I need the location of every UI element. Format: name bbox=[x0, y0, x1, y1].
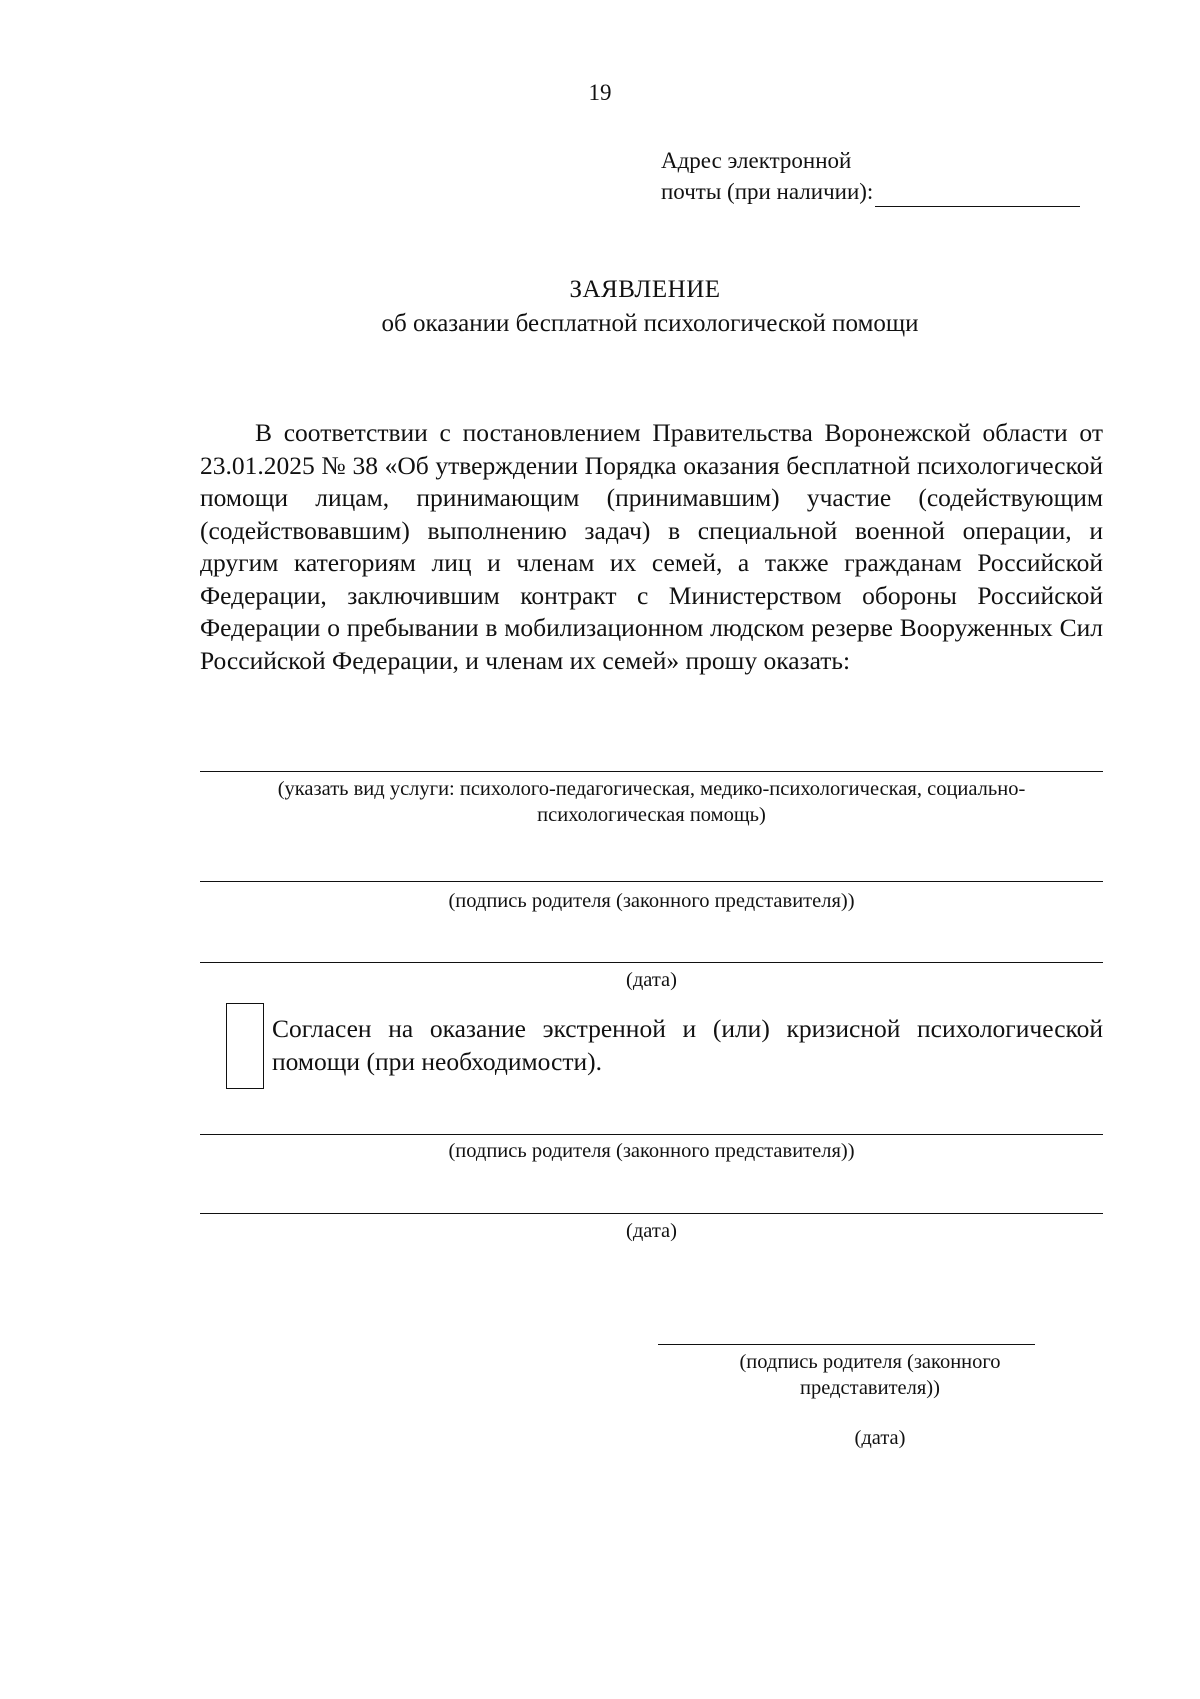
consent-checkbox[interactable] bbox=[226, 1003, 264, 1089]
final-signature-line[interactable] bbox=[658, 1344, 1035, 1345]
date-line-2[interactable] bbox=[200, 1213, 1103, 1214]
date-line-1[interactable] bbox=[200, 962, 1103, 963]
final-signature-caption-line1: (подпись родителя (законного bbox=[739, 1351, 1001, 1373]
email-label-line2: почты (при наличии): bbox=[661, 179, 874, 204]
final-signature-caption-line2: представителя)) bbox=[800, 1377, 940, 1399]
consent-text: Согласен на оказание экстренной и (или) кризисной психологической помощи (при необходимости). bbox=[272, 1014, 1103, 1076]
email-block bbox=[661, 145, 1080, 207]
service-type-caption bbox=[150, 776, 1153, 828]
email-label-row bbox=[661, 176, 1080, 207]
email-label-line1: Адрес электронной bbox=[661, 148, 852, 173]
final-date-caption: (дата) bbox=[854, 1427, 906, 1449]
service-caption-line1: (указать вид услуги: психолого-педагогическая, медико-психологическая, социально- bbox=[277, 778, 1026, 800]
document-subtitle: об оказании бесплатной психологической помощи bbox=[381, 310, 919, 337]
signature-line-1[interactable] bbox=[200, 881, 1103, 882]
page-number: 19 bbox=[588, 80, 612, 105]
signature-caption-2: (подпись родителя (законного представителя)) bbox=[448, 1140, 855, 1162]
service-type-line[interactable] bbox=[200, 771, 1103, 772]
email-input-line[interactable] bbox=[875, 182, 1080, 207]
request-paragraph: В соответствии с постановлением Правительства Воронежской области от 23.01.2025 № 38 «Об утверждении Порядка оказания бесплатной психологической помощи лицам, принимающим (принимавшим) участие (содействующим (содействовавшим) выполнению задач) в специальной военной операции, и другим категориям лиц и членам их семей, а также гражданам Российской Федерации, заключившим контракт с Министерством обороны Российской Федерации о пребывании в мобилизационном людском резерве Вооруженных Сил Российской Федерации, и членам их семей» прошу оказать: bbox=[200, 418, 1103, 675]
date-caption-2: (дата) bbox=[626, 1220, 677, 1242]
final-signature-caption bbox=[700, 1349, 1040, 1401]
signature-line-2[interactable] bbox=[200, 1134, 1103, 1135]
signature-caption-1: (подпись родителя (законного представителя)) bbox=[448, 890, 855, 912]
document-title: ЗАЯВЛЕНИЕ bbox=[569, 276, 721, 303]
service-caption-line2: психологическая помощь) bbox=[537, 804, 766, 826]
date-caption-1: (дата) bbox=[626, 969, 677, 991]
